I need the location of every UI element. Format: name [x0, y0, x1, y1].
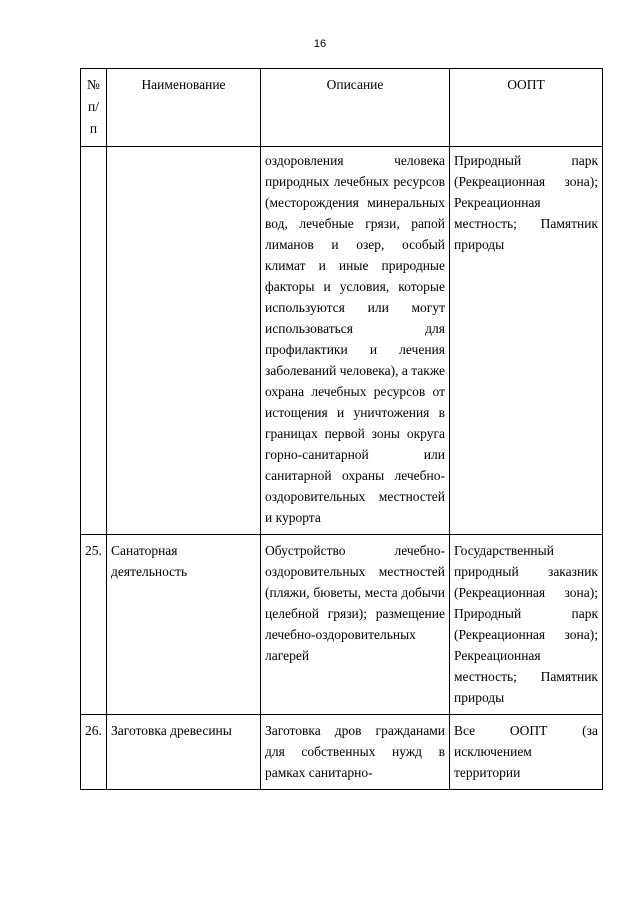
row-name: Санаторная деятельность: [107, 535, 261, 715]
header-oopt: ООПТ: [450, 69, 603, 147]
row-oopt: [450, 715, 603, 790]
table-row: [81, 147, 603, 535]
row-oopt-text: Все ООПТ (за исключением территории: [454, 723, 598, 780]
row-oopt: [450, 535, 603, 715]
header-num: № п/п: [81, 69, 107, 147]
row-name: Заготовка древесины: [107, 715, 261, 790]
row-description: [261, 147, 450, 535]
table-row: [81, 715, 603, 790]
table-row: [81, 535, 603, 715]
row-num: [81, 147, 107, 535]
row-name: [107, 147, 261, 535]
row-description-text: Обустройство лечебно-оздоровительных местностей (пляжи, бюветы, места добычи целебной грязи); размещение лечебно-оздоровительных лагерей: [265, 543, 445, 663]
row-oopt: [450, 147, 603, 535]
row-description-text: оздоровления человека природных лечебных ресурсов (месторождения минеральных вод, лечебные грязи, рапой лиманов и озер, особый климат и иные природные факторы и условия, которые используются или могут использоваться для профилактики и лечения заболеваний человека), а также охрана лечебных ресурсов от истощения и уничтожения в границах первой зоны округа горно-санитарной или санитарной охраны лечебно-оздоровительных местностей и курорта: [265, 153, 446, 525]
oopt-activities-table: [80, 68, 603, 790]
row-num: 25.: [81, 535, 107, 715]
header-name: Наименование: [107, 69, 261, 147]
row-oopt-text: Государственный природный заказник (Рекреационная зона); Природный парк (Рекреационная зона); Рекреационная местность; Памятник природы: [454, 543, 598, 705]
table-header-row: [81, 69, 603, 147]
row-oopt-text: Природный парк (Рекреационная зона); Рекреационная местность; Памятник природы: [454, 153, 598, 252]
row-description-text: Заготовка дров гражданами для собственных нужд в рамках санитарно-: [265, 723, 445, 780]
page-number: 16: [313, 38, 327, 50]
row-description: [261, 715, 450, 790]
row-num: 26.: [81, 715, 107, 790]
header-description: Описание: [261, 69, 450, 147]
row-description: [261, 535, 450, 715]
